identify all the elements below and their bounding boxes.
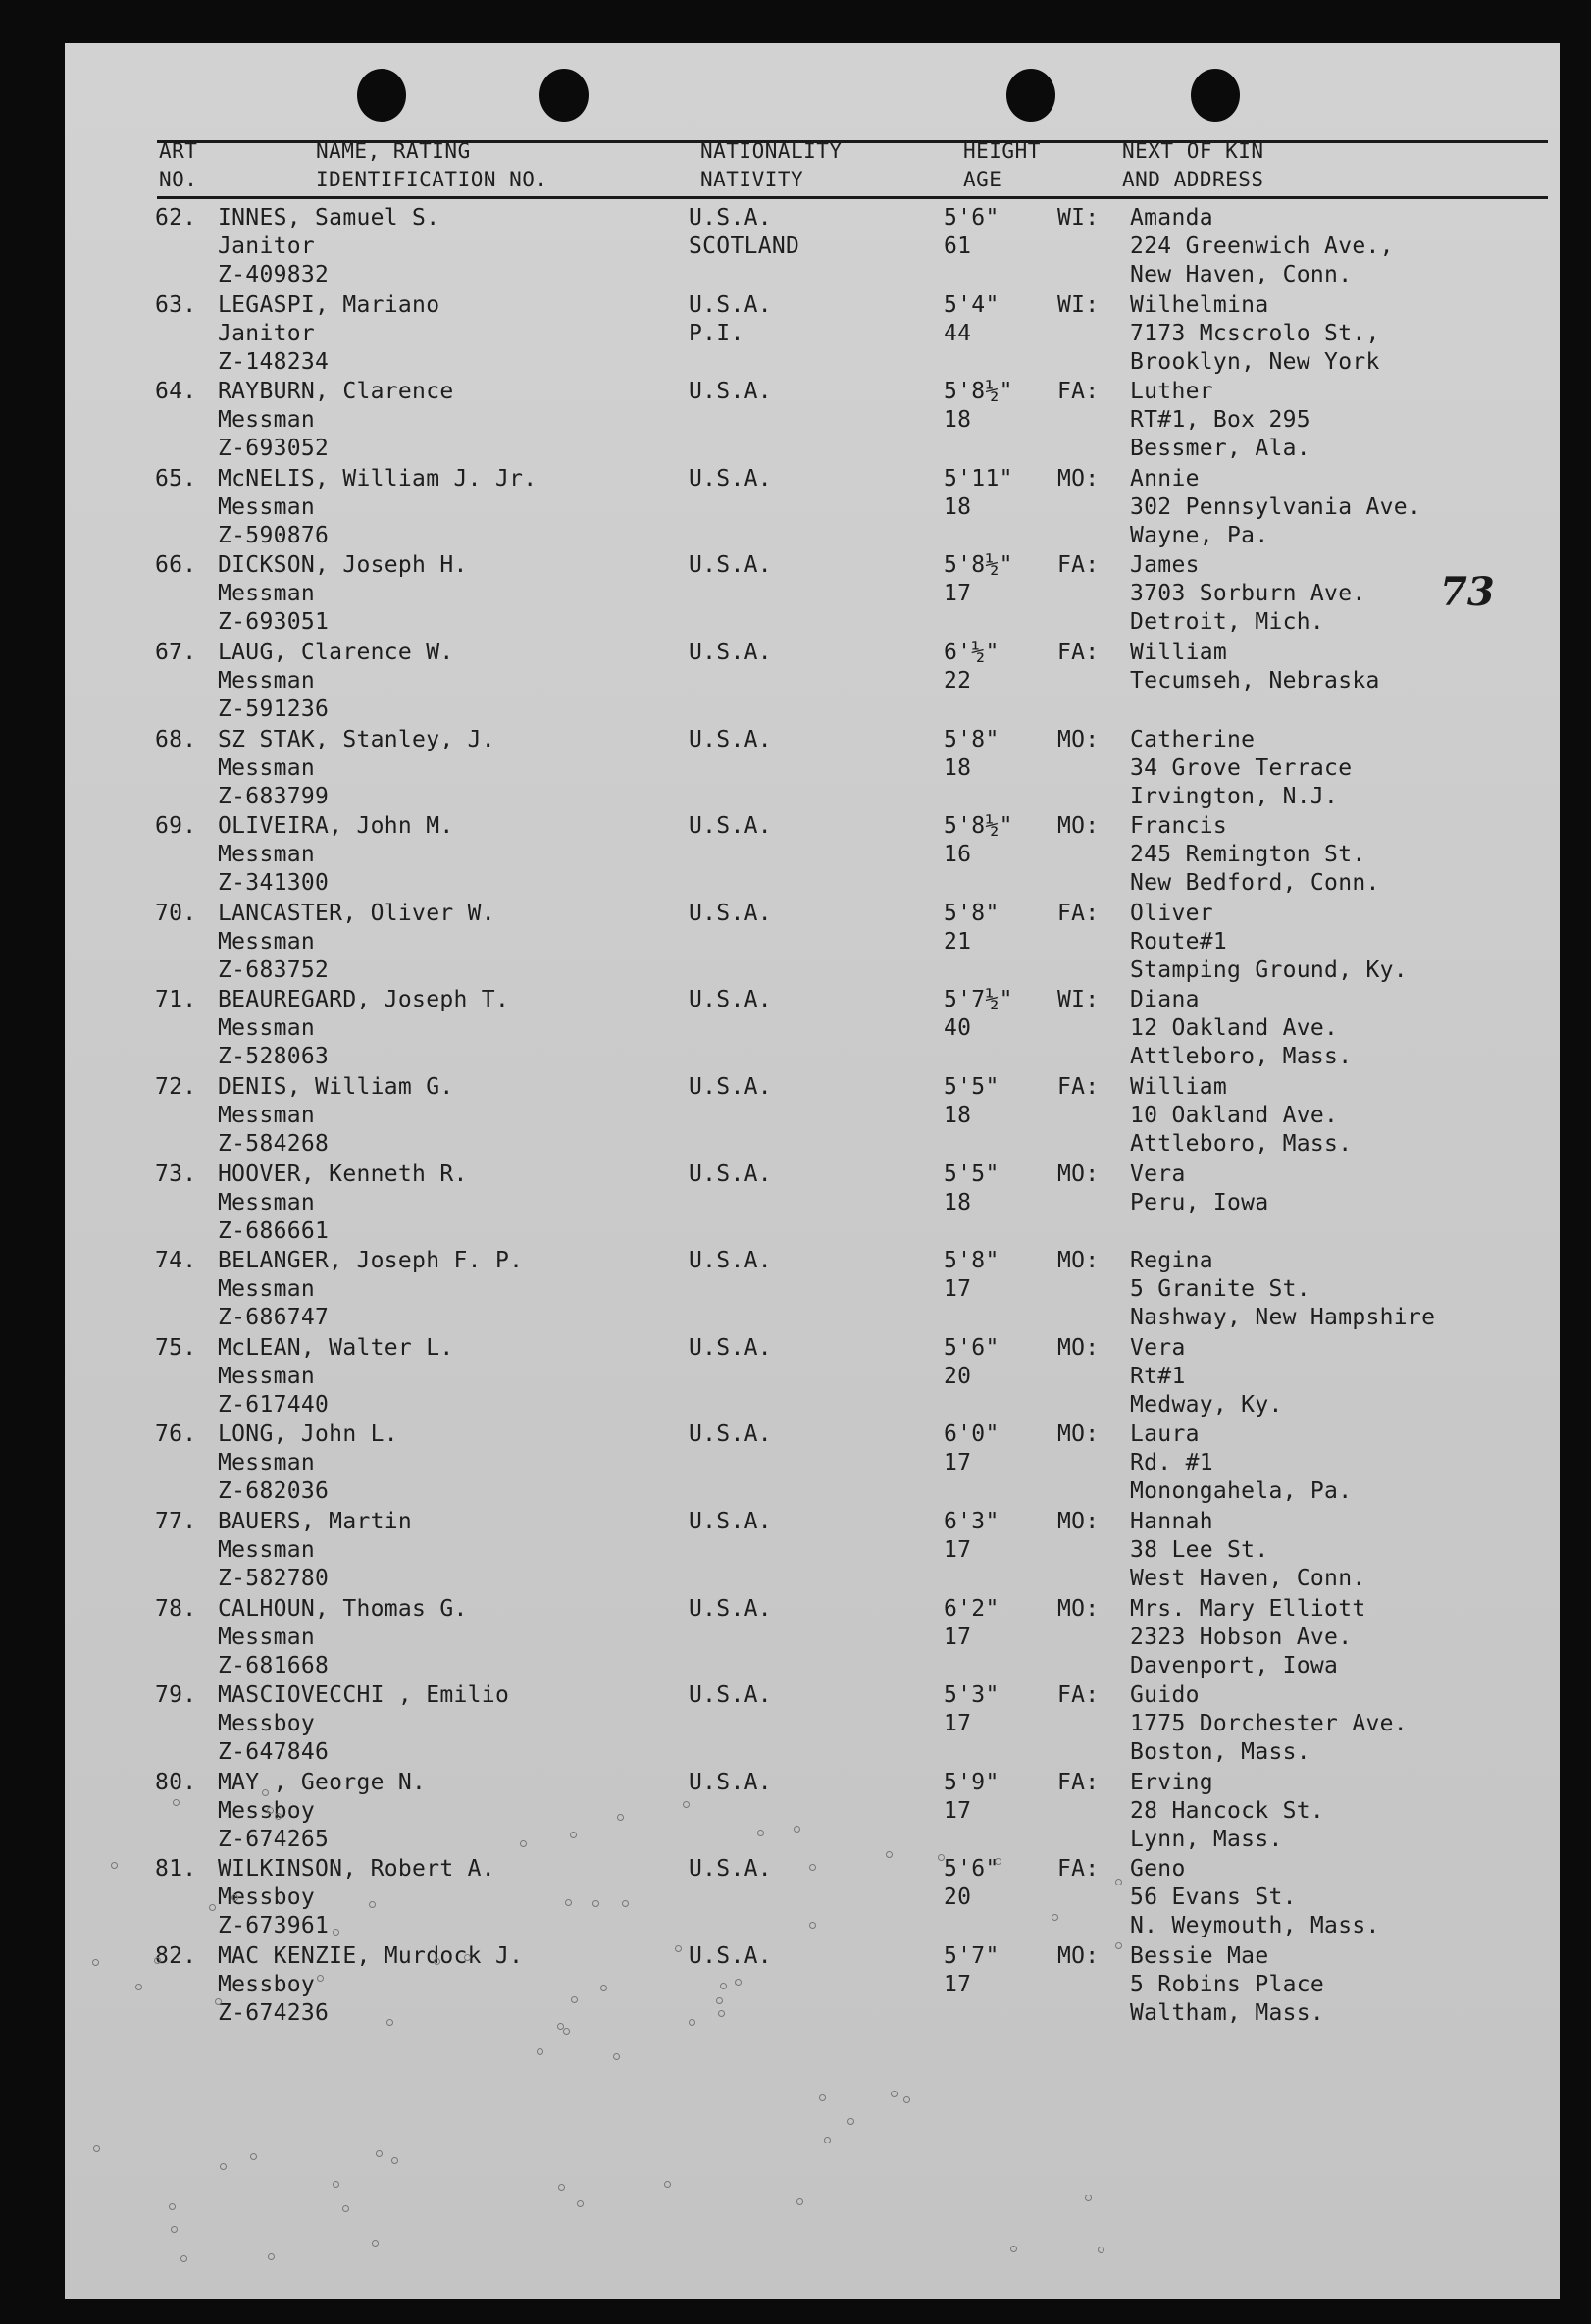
name-rating-id: INNES, Samuel S. Janitor Z-409832 bbox=[218, 205, 440, 287]
scan-speck bbox=[317, 1975, 324, 1982]
scan-speck bbox=[537, 2048, 543, 2055]
scan-speck bbox=[92, 1959, 99, 1966]
relation: MO: bbox=[1057, 813, 1100, 840]
name-rating-id: LEGASPI, Mariano Janitor Z-148234 bbox=[218, 291, 440, 375]
nationality: U.S.A. bbox=[689, 1595, 772, 1622]
punch-hole bbox=[1191, 69, 1240, 122]
next-of-kin: Oliver Route#1 Stamping Ground, Ky. bbox=[1130, 900, 1408, 983]
scan-speck bbox=[215, 1998, 222, 2005]
next-of-kin: Francis 245 Remington St. New Bedford, Conn. bbox=[1130, 813, 1380, 897]
relation: FA: bbox=[1057, 379, 1100, 405]
height-age: 5'6" 20 bbox=[944, 1334, 1000, 1389]
name-rating-id: MASCIOVECCHI , Emilio Messboy Z-647846 bbox=[218, 1682, 510, 1766]
scan-speck bbox=[376, 2150, 383, 2157]
relation: MO: bbox=[1057, 1595, 1100, 1622]
next-of-kin: Diana 12 Oakland Ave. Attleboro, Mass. bbox=[1130, 987, 1353, 1070]
scan-edge bbox=[1560, 0, 1591, 2324]
nationality: U.S.A. bbox=[689, 640, 772, 665]
name-rating-id: MAY , George N. Messboy Z-674265 bbox=[218, 1769, 427, 1852]
height-age: 6'2" 17 bbox=[944, 1595, 1000, 1650]
scan-speck bbox=[180, 2255, 187, 2262]
scan-speck bbox=[847, 2118, 854, 2125]
nationality: U.S.A. bbox=[689, 1248, 772, 1274]
scan-speck bbox=[171, 2226, 178, 2233]
nationality: U.S.A. bbox=[689, 1856, 772, 1883]
art-number: 73. bbox=[155, 1161, 197, 1187]
name-rating-id: LANCASTER, Oliver W. Messman Z-683752 bbox=[218, 900, 495, 983]
art-number: 79. bbox=[155, 1682, 197, 1709]
height-age: 5'3" 17 bbox=[944, 1682, 1000, 1737]
height-age: 6'0" 17 bbox=[944, 1421, 1000, 1476]
relation: MO: bbox=[1057, 1161, 1100, 1187]
name-rating-id: McLEAN, Walter L. Messman Z-617440 bbox=[218, 1334, 454, 1418]
scan-speck bbox=[886, 1851, 893, 1858]
name-rating-id: RAYBURN, Clarence Messman Z-693052 bbox=[218, 379, 454, 462]
header-nationality: NATIONALITY NATIVITY bbox=[700, 139, 843, 191]
scan-speck bbox=[391, 2157, 398, 2164]
next-of-kin: Luther RT#1, Box 295 Bessmer, Ala. bbox=[1130, 379, 1310, 462]
scan-speck bbox=[275, 1813, 282, 1820]
relation: MO: bbox=[1057, 1421, 1100, 1448]
scan-speck bbox=[617, 1814, 624, 1821]
scan-speck bbox=[154, 1957, 161, 1964]
scan-speck bbox=[683, 1801, 690, 1808]
art-number: 80. bbox=[155, 1769, 197, 1795]
height-age: 5'6" 61 bbox=[944, 205, 1000, 259]
relation: MO: bbox=[1057, 1248, 1100, 1274]
nationality: U.S.A. bbox=[689, 379, 772, 405]
scan-speck bbox=[464, 1954, 471, 1961]
scan-speck bbox=[1115, 1879, 1122, 1885]
art-number: 63. bbox=[155, 291, 197, 318]
scan-speck bbox=[794, 1826, 800, 1833]
relation: MO: bbox=[1057, 1334, 1100, 1361]
name-rating-id: DICKSON, Joseph H. Messman Z-693051 bbox=[218, 552, 468, 636]
art-number: 78. bbox=[155, 1595, 197, 1622]
scan-speck bbox=[757, 1830, 764, 1836]
height-age: 5'6" 20 bbox=[944, 1856, 1000, 1911]
scan-speck bbox=[622, 1900, 629, 1907]
next-of-kin: Erving 28 Hancock St. Lynn, Mass. bbox=[1130, 1769, 1325, 1852]
height-age: 5'8½" 18 bbox=[944, 379, 1013, 434]
name-rating-id: HOOVER, Kenneth R. Messman Z-686661 bbox=[218, 1161, 468, 1244]
scan-speck bbox=[386, 2019, 393, 2026]
relation: FA: bbox=[1057, 640, 1100, 665]
art-number: 77. bbox=[155, 1509, 197, 1534]
art-number: 65. bbox=[155, 465, 197, 491]
scan-speck bbox=[557, 2023, 564, 2030]
name-rating-id: BELANGER, Joseph F. P. Messman Z-686747 bbox=[218, 1248, 524, 1331]
scan-speck bbox=[1115, 1942, 1122, 1949]
relation: FA: bbox=[1057, 1769, 1100, 1795]
next-of-kin: Amanda 224 Greenwich Ave., New Haven, Conn. bbox=[1130, 205, 1394, 287]
scan-speck bbox=[372, 2240, 379, 2247]
next-of-kin: Vera Rt#1 Medway, Ky. bbox=[1130, 1334, 1283, 1418]
nationality: U.S.A. bbox=[689, 465, 772, 491]
height-age: 5'9" 17 bbox=[944, 1769, 1000, 1824]
relation: FA: bbox=[1057, 1074, 1100, 1100]
scan-speck bbox=[209, 1904, 216, 1911]
name-rating-id: BEAUREGARD, Joseph T. Messman Z-528063 bbox=[218, 987, 510, 1070]
relation: FA: bbox=[1057, 900, 1100, 926]
scan-speck bbox=[558, 2184, 565, 2191]
scan-speck bbox=[995, 1858, 1001, 1865]
next-of-kin: Laura Rd. #1 Monongahela, Pa. bbox=[1130, 1421, 1353, 1505]
next-of-kin: Annie 302 Pennsylvania Ave. Wayne, Pa. bbox=[1130, 465, 1422, 548]
name-rating-id: SZ STAK, Stanley, J. Messman Z-683799 bbox=[218, 726, 495, 809]
scan-speck bbox=[111, 1862, 118, 1869]
scan-speck bbox=[135, 1984, 142, 1990]
nationality: U.S.A. P.I. bbox=[689, 291, 772, 346]
name-rating-id: BAUERS, Martin Messman Z-582780 bbox=[218, 1509, 413, 1591]
next-of-kin: James 3703 Sorburn Ave. Detroit, Mich. bbox=[1130, 552, 1366, 636]
height-age: 5'8" 21 bbox=[944, 900, 1000, 955]
name-rating-id: LAUG, Clarence W. Messman Z-591236 bbox=[218, 640, 454, 722]
scan-speck bbox=[434, 1958, 440, 1965]
scan-speck bbox=[169, 2203, 176, 2210]
scan-speck bbox=[809, 1864, 816, 1871]
art-number: 74. bbox=[155, 1248, 197, 1274]
scan-speck bbox=[718, 2010, 725, 2017]
relation: MO: bbox=[1057, 1509, 1100, 1534]
nationality: U.S.A. bbox=[689, 813, 772, 840]
punch-hole bbox=[539, 69, 589, 122]
art-number: 64. bbox=[155, 379, 197, 405]
scan-speck bbox=[1098, 2247, 1104, 2253]
next-of-kin: Regina 5 Granite St. Nashway, New Hampshire bbox=[1130, 1248, 1436, 1331]
nationality: U.S.A. bbox=[689, 900, 772, 926]
art-number: 70. bbox=[155, 900, 197, 926]
height-age: 5'8½" 16 bbox=[944, 813, 1013, 868]
scan-speck bbox=[613, 2053, 620, 2060]
nationality: U.S.A. bbox=[689, 1682, 772, 1709]
relation: FA: bbox=[1057, 1856, 1100, 1883]
next-of-kin: Mrs. Mary Elliott 2323 Hobson Ave. Davenport, Iowa bbox=[1130, 1595, 1366, 1678]
scan-speck bbox=[565, 1899, 572, 1906]
scan-speck bbox=[664, 2181, 671, 2188]
height-age: 5'8" 17 bbox=[944, 1248, 1000, 1303]
scan-speck bbox=[938, 1854, 945, 1861]
relation: WI: bbox=[1057, 205, 1100, 231]
name-rating-id: DENIS, William G. Messman Z-584268 bbox=[218, 1074, 454, 1157]
scan-speck bbox=[173, 1799, 180, 1806]
relation: MO: bbox=[1057, 465, 1100, 491]
scan-speck bbox=[267, 1807, 274, 1814]
art-number: 81. bbox=[155, 1856, 197, 1883]
next-of-kin: Vera Peru, Iowa bbox=[1130, 1161, 1269, 1215]
next-of-kin: Wilhelmina 7173 Mcscrolo St., Brooklyn, New York bbox=[1130, 291, 1380, 375]
next-of-kin: Guido 1775 Dorchester Ave. Boston, Mass. bbox=[1130, 1682, 1408, 1766]
scan-speck bbox=[1085, 2195, 1092, 2201]
next-of-kin: Bessie Mae 5 Robins Place Waltham, Mass. bbox=[1130, 1943, 1325, 2026]
scan-speck bbox=[796, 2198, 803, 2205]
art-number: 66. bbox=[155, 552, 197, 579]
name-rating-id: WILKINSON, Robert A. Messboy Z-673961 bbox=[218, 1856, 495, 1939]
scan-speck bbox=[1010, 2246, 1017, 2252]
next-of-kin: Geno 56 Evans St. N. Weymouth, Mass. bbox=[1130, 1856, 1380, 1939]
header-next-of-kin: NEXT OF KIN AND ADDRESS bbox=[1122, 139, 1264, 191]
nationality: U.S.A. bbox=[689, 1074, 772, 1100]
height-age: 5'5" 18 bbox=[944, 1074, 1000, 1128]
scan-speck bbox=[819, 2094, 826, 2101]
nationality: U.S.A. bbox=[689, 1334, 772, 1361]
art-number: 72. bbox=[155, 1074, 197, 1100]
scan-speck bbox=[592, 1900, 599, 1907]
relation: MO: bbox=[1057, 726, 1100, 752]
punch-hole bbox=[1006, 69, 1055, 122]
next-of-kin: Catherine 34 Grove Terrace Irvington, N.J. bbox=[1130, 726, 1353, 809]
relation: FA: bbox=[1057, 552, 1100, 579]
scan-speck bbox=[220, 2163, 227, 2170]
nationality: U.S.A. bbox=[689, 552, 772, 579]
name-rating-id: MAC KENZIE, Murdock J. Messboy Z-674236 bbox=[218, 1943, 524, 2026]
relation: WI: bbox=[1057, 987, 1100, 1013]
name-rating-id: LONG, John L. Messman Z-682036 bbox=[218, 1421, 398, 1505]
nationality: U.S.A. bbox=[689, 1509, 772, 1534]
scan-speck bbox=[563, 2028, 570, 2035]
art-number: 82. bbox=[155, 1943, 197, 1969]
scan-speck bbox=[824, 2137, 831, 2143]
next-of-kin: Hannah 38 Lee St. West Haven, Conn. bbox=[1130, 1509, 1366, 1591]
height-age: 5'4" 44 bbox=[944, 291, 1000, 346]
scan-speck bbox=[570, 1832, 577, 1838]
relation: MO: bbox=[1057, 1943, 1100, 1969]
height-age: 5'8½" 17 bbox=[944, 552, 1013, 607]
height-age: 6'3" 17 bbox=[944, 1509, 1000, 1563]
height-age: 5'7" 17 bbox=[944, 1943, 1000, 1997]
nationality: U.S.A. bbox=[689, 726, 772, 752]
scan-speck bbox=[571, 1996, 578, 2003]
document-page bbox=[65, 43, 1560, 2299]
nationality: U.S.A. bbox=[689, 1161, 772, 1187]
art-number: 62. bbox=[155, 205, 197, 231]
next-of-kin: William Tecumseh, Nebraska bbox=[1130, 640, 1380, 694]
height-age: 5'5" 18 bbox=[944, 1161, 1000, 1215]
scan-speck bbox=[577, 2200, 584, 2207]
art-number: 75. bbox=[155, 1334, 197, 1361]
header-name: NAME, RATING IDENTIFICATION NO. bbox=[316, 139, 548, 191]
nationality: U.S.A. bbox=[689, 987, 772, 1013]
scan-speck bbox=[809, 1922, 816, 1929]
scan-speck bbox=[93, 2145, 100, 2152]
next-of-kin: William 10 Oakland Ave. Attleboro, Mass. bbox=[1130, 1074, 1353, 1157]
name-rating-id: OLIVEIRA, John M. Messman Z-341300 bbox=[218, 813, 454, 897]
art-number: 71. bbox=[155, 987, 197, 1013]
scan-speck bbox=[520, 1840, 527, 1847]
scan-speck bbox=[1052, 1914, 1058, 1921]
page-number: 73 bbox=[1440, 569, 1495, 615]
punch-hole bbox=[357, 69, 406, 122]
art-number: 68. bbox=[155, 726, 197, 752]
scan-speck bbox=[342, 2205, 349, 2212]
scan-speck bbox=[600, 1985, 607, 1991]
nationality: U.S.A. bbox=[689, 1769, 772, 1795]
height-age: 5'7½" 40 bbox=[944, 987, 1013, 1042]
nationality: U.S.A. bbox=[689, 1421, 772, 1448]
header-height: HEIGHT AGE bbox=[963, 139, 1041, 191]
height-age: 6'½" 22 bbox=[944, 640, 1000, 694]
relation: WI: bbox=[1057, 291, 1100, 318]
scan-speck bbox=[333, 2181, 339, 2188]
header-bottom-rule bbox=[157, 196, 1548, 199]
nationality: U.S.A. bbox=[689, 1943, 772, 1969]
name-rating-id: McNELIS, William J. Jr. Messman Z-590876 bbox=[218, 465, 538, 548]
header-art: ART NO. bbox=[159, 139, 198, 191]
height-age: 5'11" 18 bbox=[944, 465, 1013, 520]
art-number: 67. bbox=[155, 640, 197, 665]
height-age: 5'8" 18 bbox=[944, 726, 1000, 781]
scan-speck bbox=[891, 2091, 898, 2097]
scan-speck bbox=[250, 2153, 257, 2160]
scan-speck bbox=[268, 2253, 275, 2260]
art-number: 69. bbox=[155, 813, 197, 840]
relation: FA: bbox=[1057, 1682, 1100, 1709]
scan-speck bbox=[903, 2096, 910, 2103]
scan-speck bbox=[675, 1945, 682, 1952]
nationality: U.S.A. SCOTLAND bbox=[689, 205, 800, 259]
name-rating-id: CALHOUN, Thomas G. Messman Z-681668 bbox=[218, 1595, 468, 1678]
scan-speck bbox=[689, 2019, 695, 2026]
scan-speck bbox=[716, 1997, 723, 2004]
art-number: 76. bbox=[155, 1421, 197, 1448]
